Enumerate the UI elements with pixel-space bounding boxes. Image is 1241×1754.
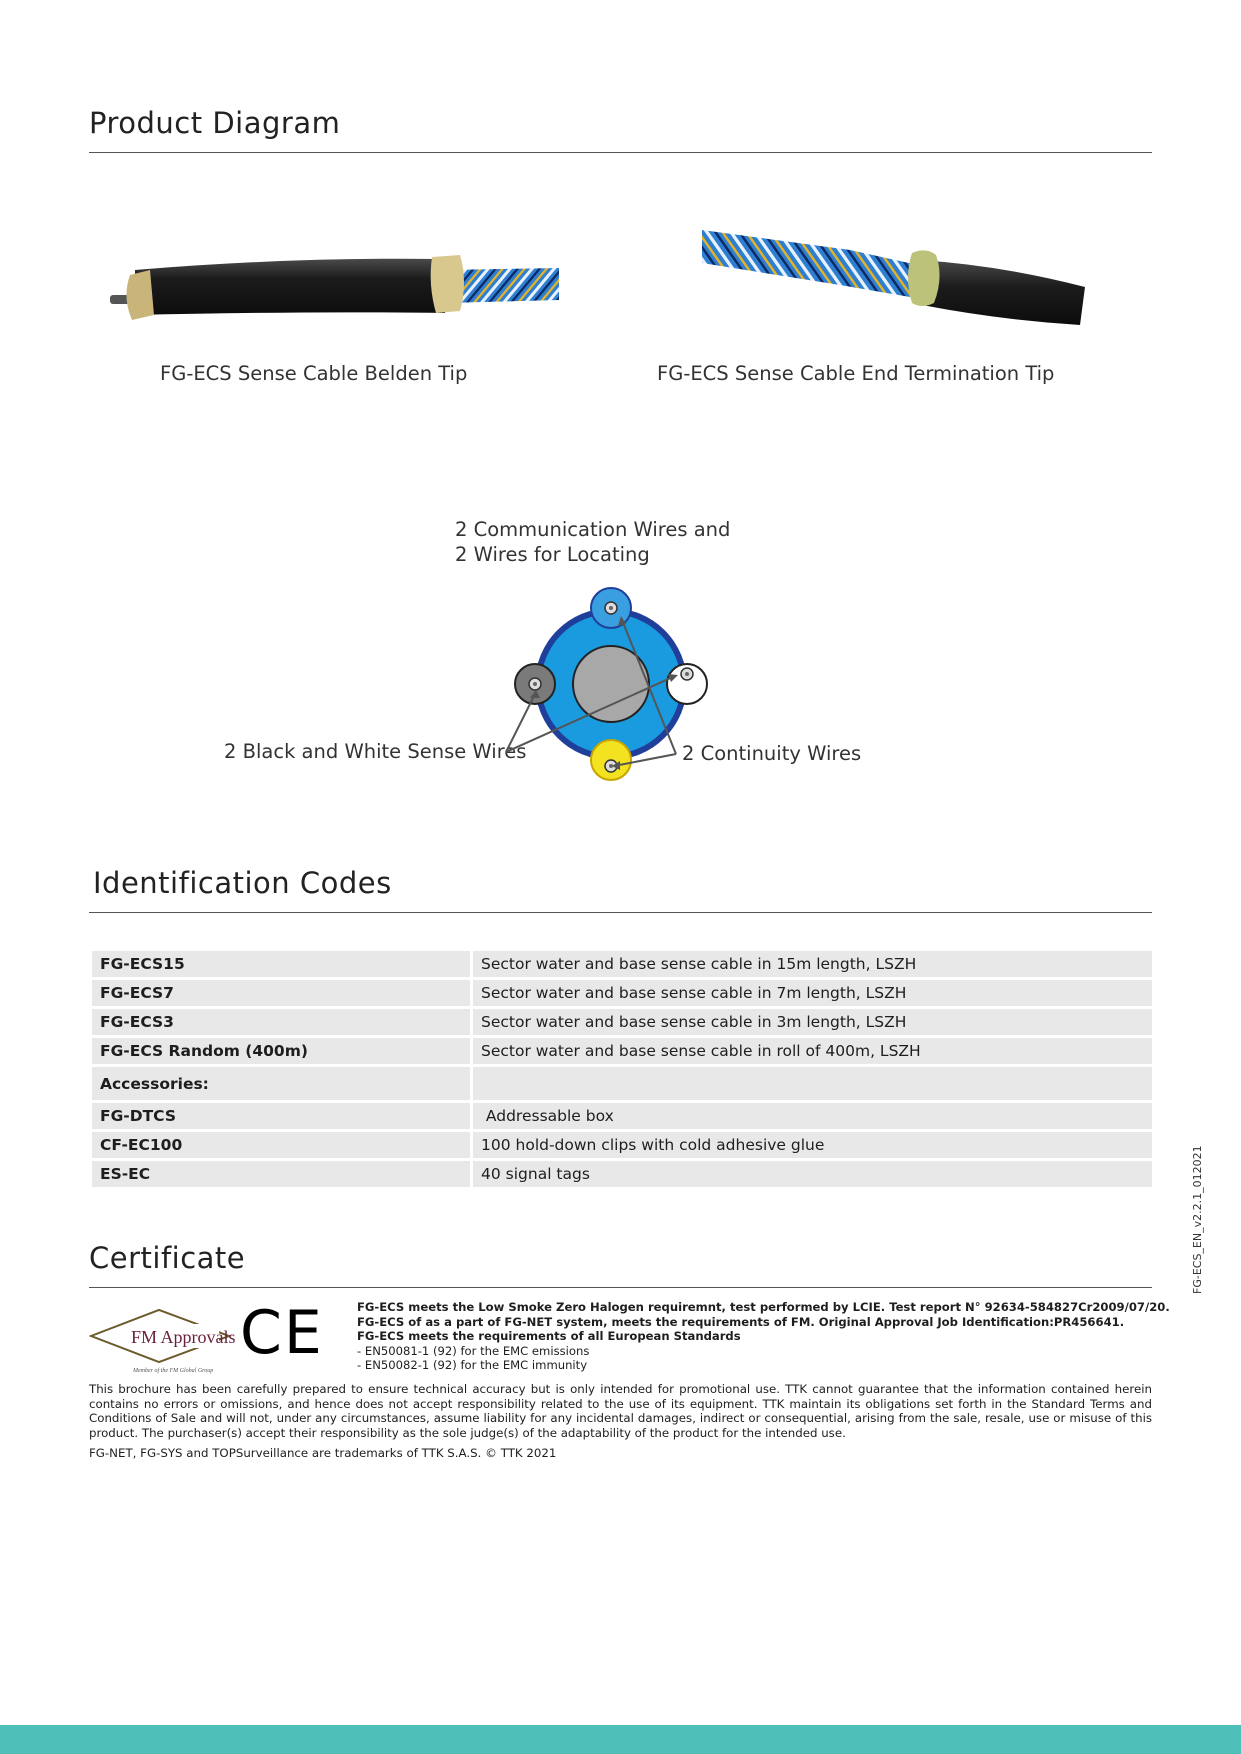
cert-line-emc-emissions: - EN50081-1 (92) for the EMC emissions: [357, 1343, 590, 1358]
description-cell: Sector water and base sense cable in 15m length, LSZH: [473, 951, 1152, 977]
code-cell: Accessories:: [92, 1067, 470, 1100]
code-cell: ES-EC: [92, 1161, 470, 1187]
document-id: FG-ECS_EN_v2.2.1_012021: [1191, 1145, 1204, 1294]
table-row: [92, 1103, 1152, 1129]
section-rule: [89, 152, 1152, 153]
caption-end-termination-tip: FG-ECS Sense Cable End Termination Tip: [657, 362, 1055, 385]
description-cell: [473, 1067, 1152, 1100]
fm-logo-text: FM Approvals: [131, 1327, 236, 1347]
trademark-text: FG-NET, FG-SYS and TOPSurveillance are trademarks of TTK S.A.S. © TTK 2021: [89, 1446, 557, 1460]
identification-codes-title: Identification Codes: [93, 866, 392, 900]
product-diagram-title: Product Diagram: [89, 106, 341, 140]
identification-codes-table: [89, 948, 1155, 1190]
certificate-title: Certificate: [89, 1241, 246, 1275]
certificate-statements: [357, 1300, 1170, 1373]
cert-line-fm: FG-ECS of as a part of FG-NET system, meets the requirements of FM. Original Approval Job Identification:PR456641.: [357, 1314, 1125, 1329]
table-row: [92, 1161, 1152, 1187]
description-cell: 100 hold-down clips with cold adhesive glue: [473, 1132, 1152, 1158]
description-cell: Sector water and base sense cable in roll of 400m, LSZH: [473, 1038, 1152, 1064]
table-row: [92, 1038, 1152, 1064]
end-termination-tip-cable-image: [700, 225, 1090, 335]
code-cell: FG-ECS Random (400m): [92, 1038, 470, 1064]
description-cell: Sector water and base sense cable in 3m length, LSZH: [473, 1009, 1152, 1035]
code-cell: FG-ECS7: [92, 980, 470, 1006]
table-row: [92, 980, 1152, 1006]
label-communication-wires-line2: 2 Wires for Locating: [455, 543, 650, 566]
section-rule: [89, 912, 1152, 913]
disclaimer-text: This brochure has been carefully prepared to ensure technical accuracy but is only intended for promotional use. TTK cannot guarantee that the information contained herein contains no errors or omissions, and hence does not accept responsibility related to the use of its equipment. TTK maintain its obligations set forth in the Standard Terms and Conditions of Sale and will not, under any circumstances, assume liability for any incidental damages, indirect or consequential, arising from the sale, resale, use or misuse of this product. The purchaser(s) accept their responsibility as the sole judge(s) of the adaptability of the product for the intended use.: [89, 1382, 1152, 1440]
cert-line-emc-immunity: - EN50082-1 (92) for the EMC immunity: [357, 1358, 588, 1373]
section-rule: [89, 1287, 1152, 1288]
description-cell: Addressable box: [473, 1103, 1152, 1129]
description-cell: 40 signal tags: [473, 1161, 1152, 1187]
fm-approvals-logo: [89, 1306, 237, 1376]
fm-logo-subtext: Member of the FM Global Group: [133, 1368, 214, 1374]
code-cell: FG-DTCS: [92, 1103, 470, 1129]
code-cell: CF-EC100: [92, 1132, 470, 1158]
cert-line-european-standards: FG-ECS meets the requirements of all European Standards: [357, 1329, 741, 1344]
belden-tip-cable-image: [110, 245, 560, 325]
table-row-accessories-header: [92, 1067, 1152, 1100]
label-sense-wires: 2 Black and White Sense Wires: [224, 740, 527, 763]
code-cell: FG-ECS15: [92, 951, 470, 977]
table-row: [92, 1009, 1152, 1035]
label-communication-wires-line1: 2 Communication Wires and: [455, 518, 731, 541]
description-cell: Sector water and base sense cable in 7m length, LSZH: [473, 980, 1152, 1006]
caption-belden-tip: FG-ECS Sense Cable Belden Tip: [160, 362, 468, 385]
table-row: [92, 951, 1152, 977]
code-cell: FG-ECS3: [92, 1009, 470, 1035]
cert-line-lszh: FG-ECS meets the Low Smoke Zero Halogen requiremnt, test performed by LCIE. Test report N° 92634-584827Cr2009/07/20.: [357, 1300, 1170, 1314]
footer-bar: [0, 1725, 1241, 1754]
label-continuity-wires: 2 Continuity Wires: [682, 742, 862, 765]
cable-cross-section-diagram: [500, 580, 720, 785]
ce-mark: CE: [240, 1298, 324, 1368]
table-row: [92, 1132, 1152, 1158]
